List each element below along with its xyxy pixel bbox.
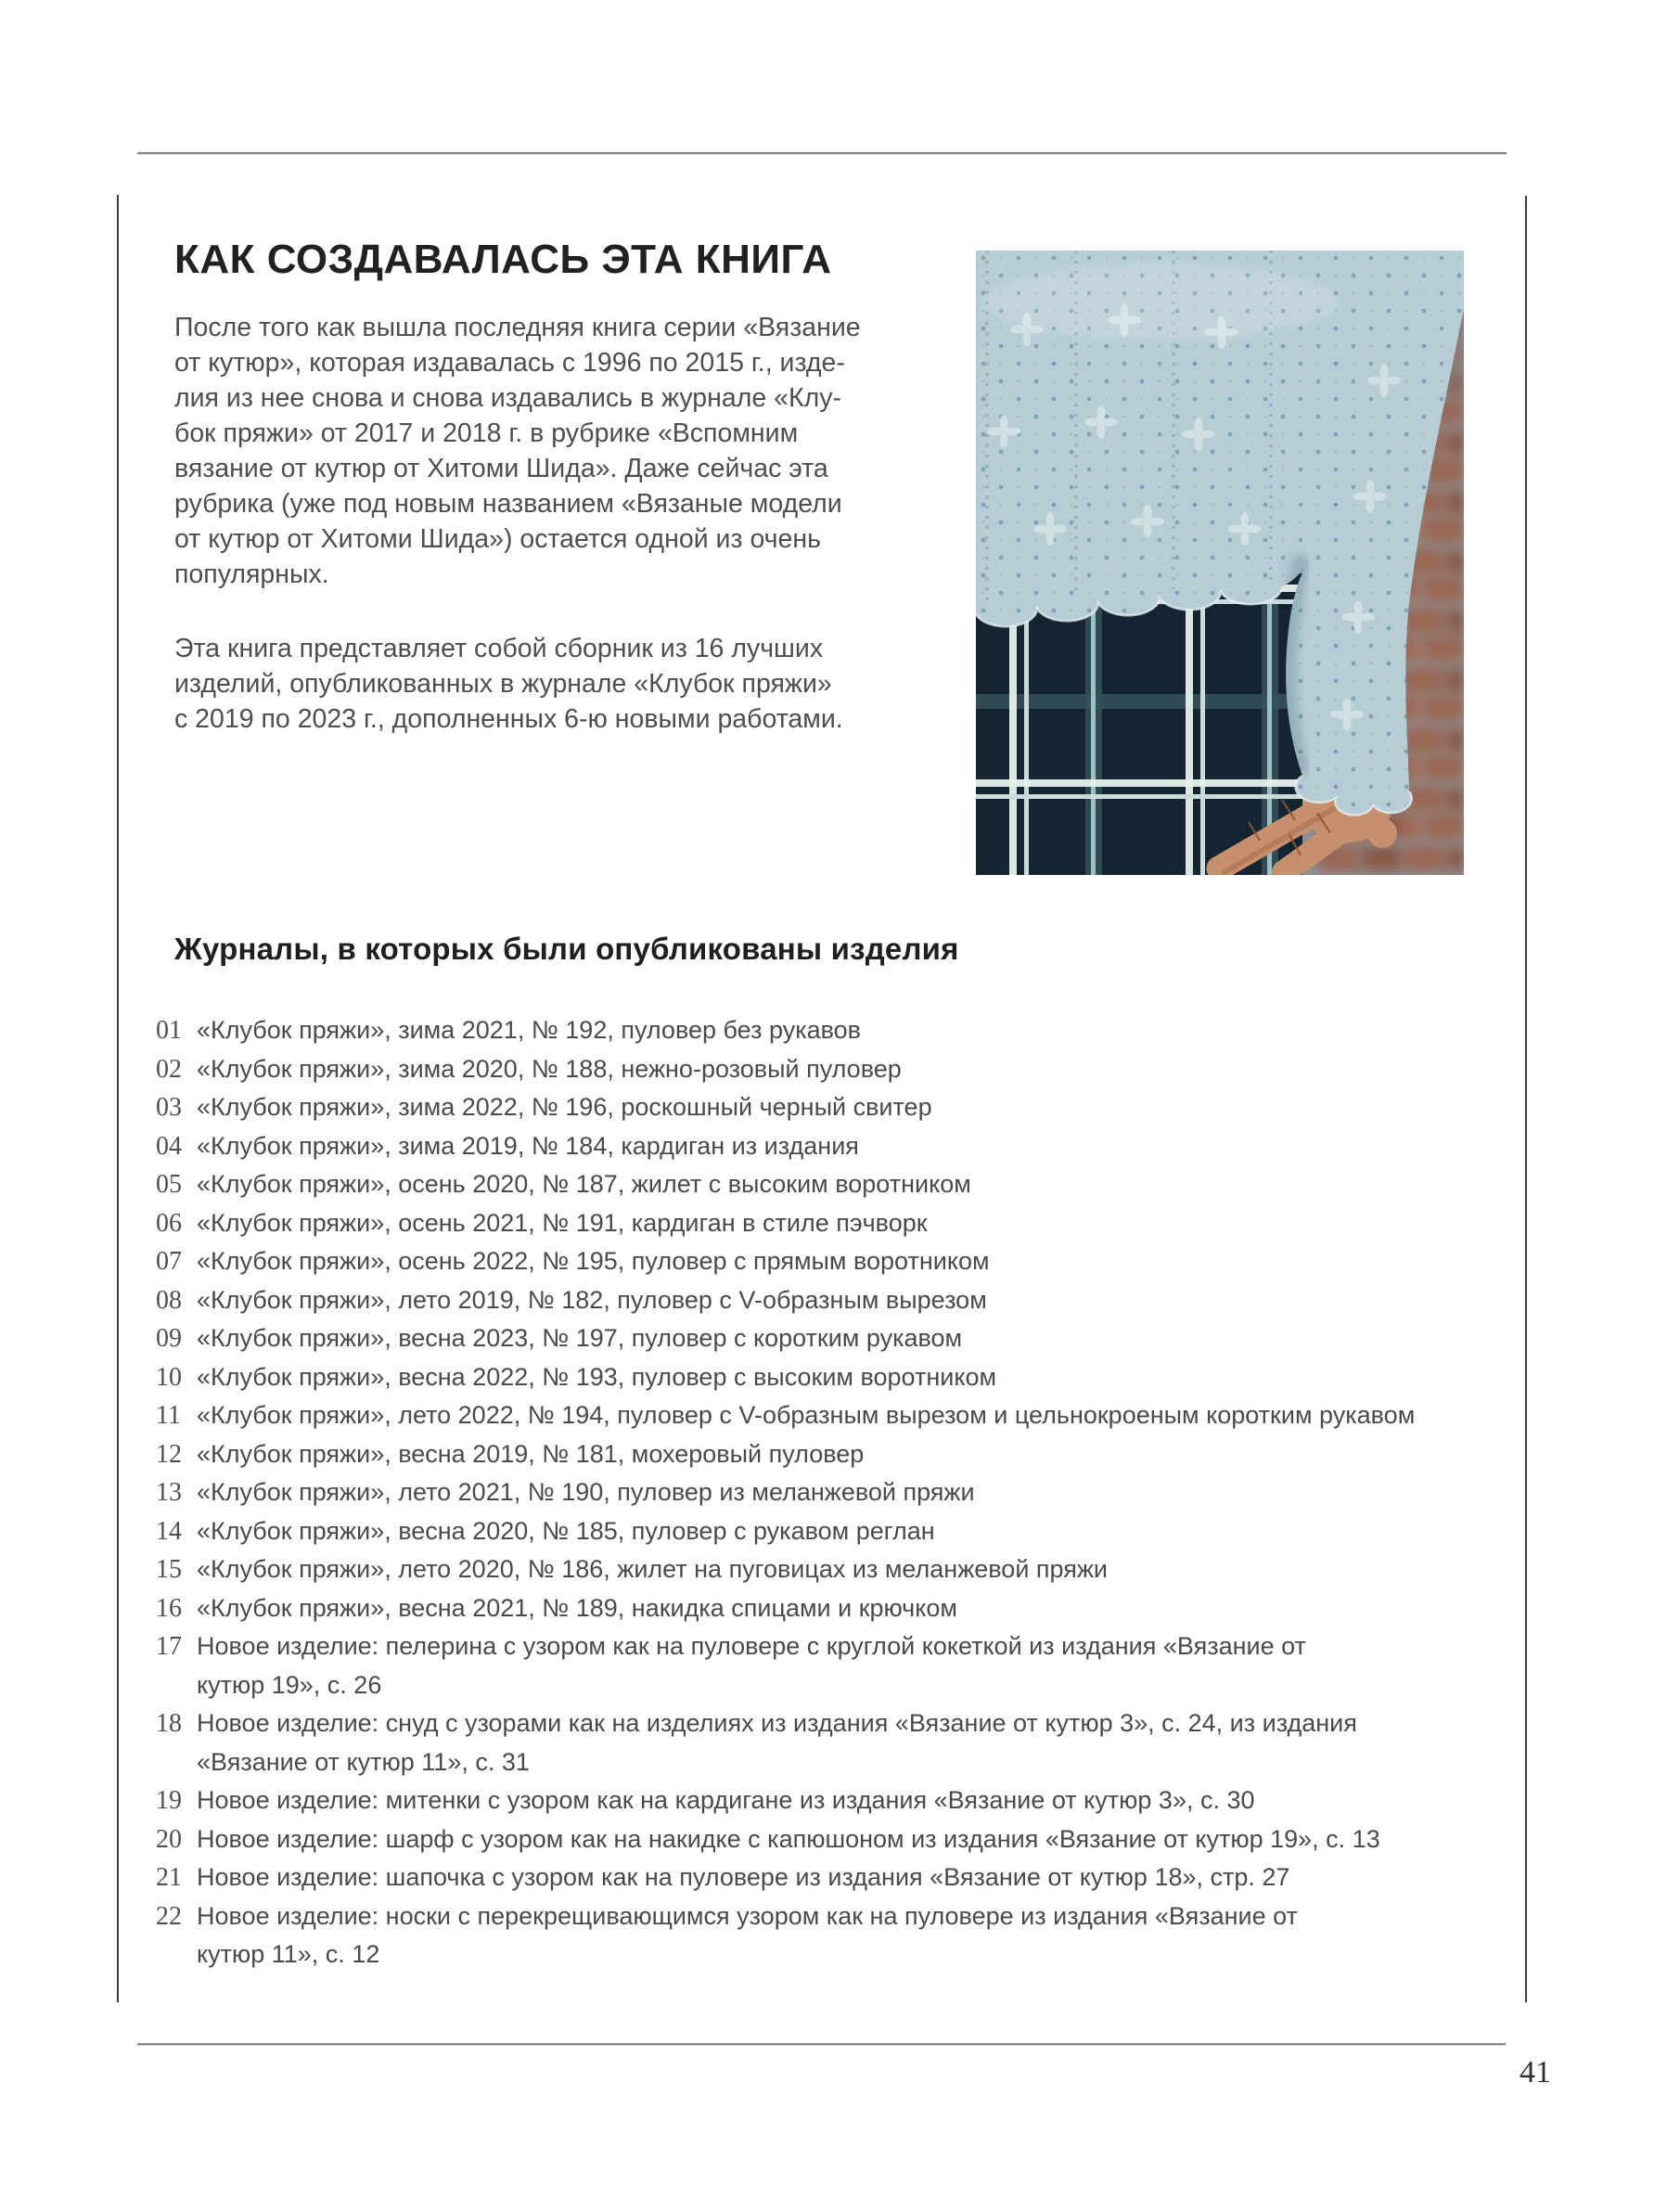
intro-text	[174, 310, 972, 737]
list-item	[156, 1589, 1538, 1628]
top-rule	[137, 152, 1507, 154]
journal-list	[156, 1011, 1538, 1974]
item-text: «Клубок пряжи», зима 2020, № 188, нежно-розовый пуловер	[197, 1054, 902, 1083]
sweater-photo	[976, 251, 1464, 875]
item-number: 05	[156, 1170, 182, 1199]
intro-paragraph-2: Эта книга представляет собой сборник из 16 лучших изделий, опубликованных в журнале «Клубок пряжи» с 2019 по 2023 г., дополненных 6-ю новыми работами.	[174, 634, 843, 734]
item-text: «Клубок пряжи», весна 2021, № 189, накидка спицами и крючком	[197, 1593, 957, 1622]
item-number: 12	[156, 1439, 182, 1469]
item-number: 01	[156, 1016, 182, 1045]
list-item	[156, 1011, 1538, 1050]
item-number: 13	[156, 1478, 182, 1507]
item-text: «Клубок пряжи», лето 2022, № 194, пуловер с V-образным вырезом и цельнокроеным коротким рукавом	[197, 1401, 1416, 1429]
list-item	[156, 1281, 1538, 1320]
item-number: 15	[156, 1555, 182, 1584]
article-title: КАК СОЗДАВАЛАСЬ ЭТА КНИГА	[174, 237, 832, 282]
list-item	[156, 1242, 1538, 1281]
item-text: «Клубок пряжи», осень 2021, № 191, кардиган в стиле пэчворк	[197, 1208, 928, 1237]
item-text: «Клубок пряжи», зима 2022, № 196, роскошный черный свитер	[197, 1093, 932, 1121]
item-text: «Клубок пряжи», весна 2022, № 193, пуловер с высоким воротником	[197, 1362, 997, 1391]
item-number: 17	[156, 1632, 182, 1661]
item-text: Новое изделие: шапочка с узором как на пуловере из издания «Вязание от кутюр 18», стр. 27	[197, 1863, 1290, 1891]
list-item	[156, 1127, 1538, 1166]
item-text: «Клубок пряжи», зима 2021, № 192, пуловер без рукавов	[197, 1016, 862, 1044]
item-text: Новое изделие: митенки с узором как на кардигане из издания «Вязание от кутюр 3», с. 30	[197, 1786, 1255, 1814]
journal-section-heading: Журналы, в которых были опубликованы изделия	[174, 932, 959, 966]
list-item	[156, 1512, 1538, 1551]
item-text: «Клубок пряжи», лето 2021, № 190, пуловер из меланжевой пряжи	[197, 1478, 975, 1506]
item-number: 04	[156, 1131, 182, 1161]
item-number: 19	[156, 1786, 182, 1815]
list-item	[156, 1627, 1538, 1704]
intro-paragraph-1: После того как вышла последняя книга серии «Вязание от кутюр», которая издавалась с 1996 по 2015 г., изде- лия из нее снова и снова издавались в журнале «Клу- бок пряжи» от 2017 и 2018 г. в рубрике «Вспомним вязание от кутюр от Хитоми Шида». Даже сейчас эта рубрика (уже под новым названием «Вязаные модели от кутюр от Хитоми Шида») остается одной из очень популярных.	[174, 313, 861, 589]
item-number: 10	[156, 1362, 182, 1392]
list-item	[156, 1781, 1538, 1820]
item-number: 20	[156, 1824, 182, 1854]
list-item	[156, 1319, 1538, 1358]
list-item	[156, 1897, 1538, 1974]
item-text: «Клубок пряжи», весна 2023, № 197, пуловер с коротким рукавом	[197, 1324, 963, 1352]
item-number: 06	[156, 1208, 182, 1238]
item-text: Новое изделие: носки с перекрещивающимся узором как на пуловере из издания «Вязание от кутюр 11», с. 12	[197, 1901, 1298, 1968]
item-text: Новое изделие: пелерина с узором как на пуловере с круглой кокеткой из издания «Вязание от кутюр 19», с. 26	[197, 1632, 1306, 1699]
item-number: 11	[156, 1401, 181, 1430]
item-text: «Клубок пряжи», осень 2020, № 187, жилет с высоким воротником	[197, 1170, 971, 1198]
item-number: 02	[156, 1054, 182, 1084]
item-text: Новое изделие: снуд с узорами как на изделиях из издания «Вязание от кутюр 3», с. 24, из издания «Вязание от кутюр 11», с. 31	[197, 1709, 1357, 1776]
item-number: 22	[156, 1901, 182, 1931]
item-text: «Клубок пряжи», весна 2019, № 181, мохеровый пуловер	[197, 1439, 865, 1468]
item-number: 14	[156, 1516, 182, 1546]
list-item	[156, 1820, 1538, 1859]
list-item	[156, 1204, 1538, 1243]
list-item	[156, 1088, 1538, 1127]
item-text: «Клубок пряжи», лето 2019, № 182, пуловер с V-образным вырезом	[197, 1285, 987, 1314]
item-text: «Клубок пряжи», весна 2020, № 185, пуловер с рукавом реглан	[197, 1516, 935, 1545]
list-item	[156, 1473, 1538, 1512]
list-item	[156, 1435, 1538, 1474]
list-item	[156, 1396, 1538, 1435]
bottom-rule	[137, 2043, 1506, 2045]
list-item	[156, 1858, 1538, 1897]
list-item	[156, 1050, 1538, 1089]
item-number: 08	[156, 1285, 182, 1315]
item-number: 03	[156, 1093, 182, 1122]
list-item	[156, 1550, 1538, 1589]
left-margin-rule	[117, 195, 119, 2002]
item-number: 21	[156, 1863, 182, 1892]
sweater-photo-art	[976, 251, 1464, 875]
item-number: 16	[156, 1593, 182, 1623]
page-number: 41	[1520, 2055, 1551, 2090]
item-text: Новое изделие: шарф с узором как на накидке с капюшоном из издания «Вязание от кутюр 19», с. 13	[197, 1824, 1380, 1853]
item-text: «Клубок пряжи», зима 2019, № 184, кардиган из издания	[197, 1131, 859, 1160]
list-item	[156, 1358, 1538, 1397]
item-text: «Клубок пряжи», осень 2022, № 195, пуловер с прямым воротником	[197, 1247, 990, 1275]
list-item	[156, 1704, 1538, 1781]
item-text: «Клубок пряжи», лето 2020, № 186, жилет на пуговицах из меланжевой пряжи	[197, 1555, 1109, 1583]
item-number: 07	[156, 1247, 182, 1276]
item-number: 09	[156, 1324, 182, 1353]
list-item	[156, 1165, 1538, 1204]
item-number: 18	[156, 1709, 182, 1738]
